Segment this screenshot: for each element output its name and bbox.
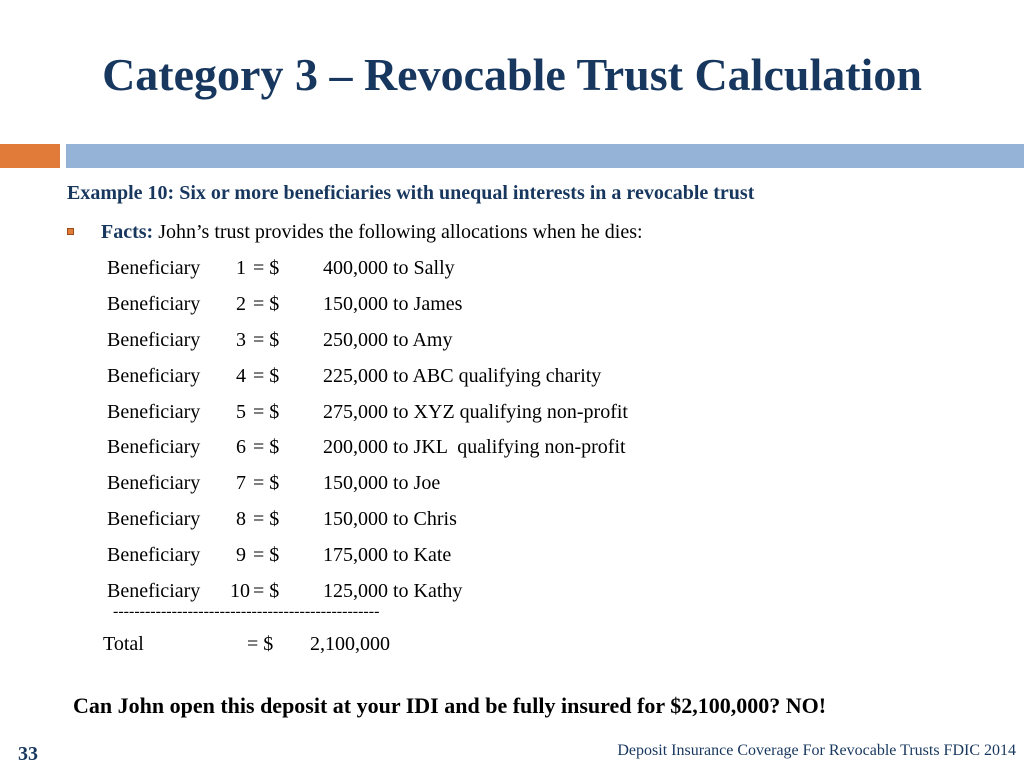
slide-title: Category 3 – Revocable Trust Calculation [102, 49, 922, 100]
beneficiary-allocation: 175,000 to Kate [323, 544, 452, 566]
beneficiary-number: 4 [236, 365, 246, 387]
beneficiary-number: 7 [236, 472, 246, 494]
beneficiary-equals: = $ [253, 293, 280, 315]
square-bullet-icon [67, 228, 74, 235]
total-row [103, 632, 503, 656]
beneficiary-number: 9 [236, 544, 246, 566]
beneficiary-label: Beneficiary [107, 436, 201, 458]
accent-bar-blue [66, 144, 1024, 168]
example-heading: Example 10: Six or more beneficiaries with unequal interests in a revocable trust [67, 182, 755, 204]
total-label: Total [103, 633, 144, 655]
facts-text: John’s trust provides the following allocations when he dies: [158, 221, 643, 243]
page-number: 33 [18, 743, 38, 765]
beneficiary-number: 8 [236, 508, 246, 530]
beneficiary-label: Beneficiary [107, 544, 201, 566]
beneficiary-allocation: 125,000 to Kathy [323, 580, 463, 602]
beneficiary-equals: = $ [253, 329, 280, 351]
beneficiary-number: 5 [236, 401, 246, 423]
beneficiary-equals: = $ [253, 472, 280, 494]
total-amount: 2,100,000 [310, 633, 390, 655]
question-text: Can John open this deposit at your IDI and be fully insured for $2,100,000? NO! [73, 693, 827, 718]
total-divider: -------------------------------------------------- [113, 603, 380, 620]
beneficiary-allocation: 150,000 to Joe [323, 472, 441, 494]
beneficiary-equals: = $ [253, 365, 280, 387]
facts-label: Facts: [101, 221, 154, 243]
beneficiary-number: 2 [236, 293, 246, 315]
beneficiary-equals: = $ [253, 436, 280, 458]
beneficiary-label: Beneficiary [107, 257, 201, 279]
beneficiary-label: Beneficiary [107, 293, 201, 315]
beneficiary-allocation: 275,000 to XYZ qualifying non-profit [323, 401, 628, 423]
beneficiary-allocation: 250,000 to Amy [323, 329, 453, 351]
beneficiary-allocation: 225,000 to ABC qualifying charity [323, 365, 602, 387]
beneficiary-label: Beneficiary [107, 508, 201, 530]
beneficiary-number: 6 [236, 436, 246, 458]
beneficiary-label: Beneficiary [107, 472, 201, 494]
beneficiary-allocation: 150,000 to James [323, 293, 463, 315]
beneficiary-equals: = $ [253, 508, 280, 530]
beneficiary-number: 10 [230, 580, 250, 602]
beneficiary-allocation: 150,000 to Chris [323, 508, 457, 530]
beneficiary-allocation: 200,000 to JKL qualifying non-profit [323, 436, 626, 458]
beneficiary-allocation: 400,000 to Sally [323, 257, 455, 279]
beneficiary-label: Beneficiary [107, 401, 201, 423]
beneficiary-equals: = $ [253, 544, 280, 566]
accent-bar-orange [0, 144, 60, 168]
beneficiary-equals: = $ [253, 580, 280, 602]
beneficiary-number: 1 [236, 257, 246, 279]
footer-text: Deposit Insurance Coverage For Revocable Trusts FDIC 2014 [617, 742, 1016, 759]
beneficiary-label: Beneficiary [107, 580, 201, 602]
beneficiary-equals: = $ [253, 401, 280, 423]
beneficiary-label: Beneficiary [107, 329, 201, 351]
beneficiary-label: Beneficiary [107, 365, 201, 387]
total-equals: = $ [247, 633, 274, 655]
beneficiary-number: 3 [236, 329, 246, 351]
beneficiary-equals: = $ [253, 257, 280, 279]
facts-line [101, 220, 643, 244]
